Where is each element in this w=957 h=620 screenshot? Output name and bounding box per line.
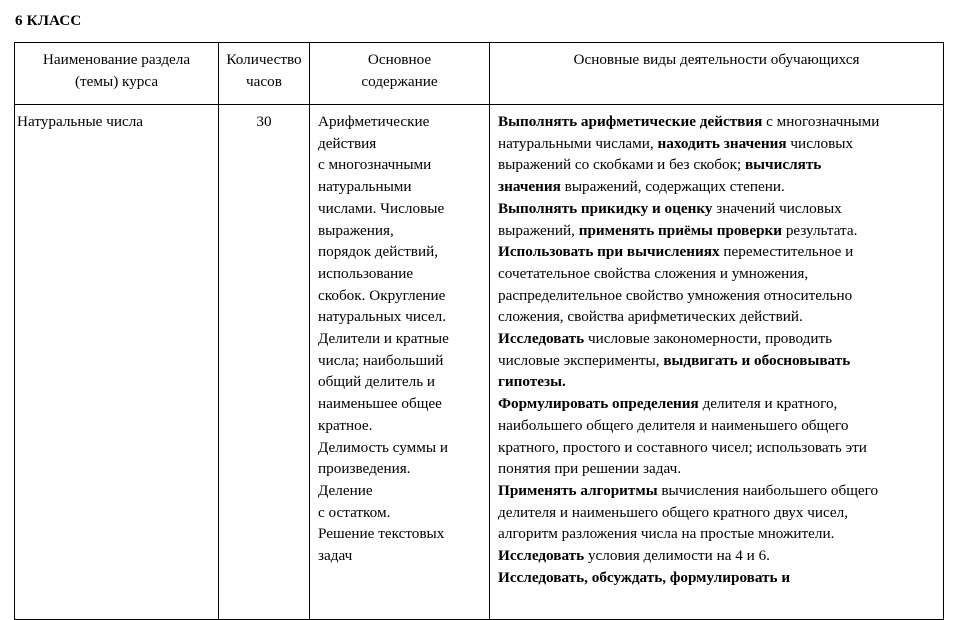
text-line: Основные виды деятельности обучающихся: [573, 51, 860, 68]
text-line: с остатком.: [318, 503, 391, 521]
text-line: произведения.: [318, 460, 411, 478]
text-line: Деление: [318, 481, 373, 499]
text-line: порядок действий,: [318, 243, 438, 261]
text-line: с многозначными: [318, 156, 432, 174]
activity-line: числовые эксперименты, выдвигать и обосновывать: [498, 351, 851, 369]
text-line: Количество: [226, 51, 302, 68]
activity-line: сложения, свойства арифметических действий.: [498, 308, 803, 326]
activity-verb: значения: [498, 178, 561, 196]
text-line: натуральными: [318, 178, 412, 196]
activity-line: Формулировать определения делителя и кратного,: [498, 395, 838, 413]
text-line: кратное.: [318, 416, 373, 434]
activity-verb: выдвигать и обосновывать: [663, 351, 851, 369]
activity-verb: Выполнять арифметические действия: [498, 113, 763, 130]
header-activities: [490, 43, 944, 105]
text-line: Решение текстовых: [318, 525, 445, 543]
header-hours: [219, 43, 310, 105]
activity-verb: Исследовать, обсуждать, формулировать и: [498, 568, 791, 586]
text-line: натуральных чисел.: [318, 308, 447, 326]
table-row: [15, 105, 944, 620]
activity-line: Выполнять арифметические действия с многозначными: [498, 113, 880, 130]
activity-line: понятия при решении задач.: [498, 460, 682, 478]
text-line: выражения,: [318, 221, 394, 239]
activity-line: распределительное свойство умножения относительно: [498, 286, 853, 304]
text-line: Арифметические: [318, 113, 430, 130]
activity-line: Использовать при вычислениях переместительное и: [498, 243, 854, 261]
cell-content: [310, 105, 490, 620]
activity-verb: Использовать при вычислениях: [498, 243, 720, 261]
text-line: числами. Числовые: [318, 199, 445, 217]
activity-line: делителя и наименьшего общего кратного двух чисел,: [498, 503, 849, 521]
text-line: Делители и кратные: [318, 330, 449, 348]
text-line: (темы) курса: [74, 72, 159, 90]
text-line: часов: [246, 72, 282, 90]
text-line: наименьшее общее: [318, 395, 442, 413]
cell-hours: 30: [219, 105, 310, 620]
activity-line: Выполнять прикидку и оценку значений числовых: [498, 199, 842, 217]
activity-line: выражений со скобками и без скобок; вычислять: [498, 156, 822, 174]
activity-verb: находить значения: [657, 134, 787, 152]
activity-line: алгоритм разложения числа на простые множители.: [498, 525, 835, 543]
text-line: Основное: [367, 51, 432, 68]
text-line: использование: [318, 264, 414, 282]
curriculum-table: [14, 42, 944, 620]
activity-line: значения выражений, содержащих степени.: [498, 178, 785, 196]
text-line: числа; наибольший: [318, 351, 444, 369]
cell-section-name: Натуральные числа: [15, 105, 219, 620]
header-section-name: [15, 43, 219, 105]
activity-verb: Исследовать: [498, 547, 585, 565]
activity-verb: применять приёмы проверки: [578, 221, 783, 239]
activity-verb: Применять алгоритмы: [498, 481, 658, 499]
activity-line: [498, 567, 937, 589]
cell-activities: [490, 105, 944, 620]
activity-verb: Формулировать определения: [498, 395, 699, 413]
activity-line: сочетательное свойства сложения и умножения,: [498, 264, 809, 282]
activity-line: выражений, применять приёмы проверки результата.: [498, 221, 858, 239]
text-line: задач: [318, 547, 353, 565]
activity-line: Применять алгоритмы вычисления наибольшего общего: [498, 481, 879, 499]
activity-line: Исследовать условия делимости на 4 и 6.: [498, 547, 770, 565]
text-line: общий делитель и: [318, 373, 436, 391]
activity-verb: вычислять: [744, 156, 822, 174]
header-content: [310, 43, 490, 105]
activity-verb: Выполнять прикидку и оценку: [498, 199, 713, 217]
text-line: содержание: [361, 72, 438, 90]
activity-line: кратного, простого и составного чисел; использовать эти: [498, 438, 867, 456]
activity-line: Исследовать числовые закономерности, проводить: [498, 330, 833, 348]
table-header-row: [15, 43, 944, 105]
text-line: действия: [318, 134, 377, 152]
activity-line: [498, 371, 937, 393]
text-line: Наименование раздела: [42, 51, 191, 68]
activity-verb: гипотезы.: [498, 373, 566, 391]
text-line: скобок. Округление: [318, 286, 446, 304]
activity-verb: Исследовать: [498, 330, 585, 348]
page-heading: 6 КЛАСС: [15, 13, 82, 29]
activity-line: натуральными числами, находить значения числовых: [498, 134, 854, 152]
text-line: Делимость суммы и: [318, 438, 448, 456]
activity-line: наибольшего общего делителя и наименьшего общего: [498, 416, 849, 434]
